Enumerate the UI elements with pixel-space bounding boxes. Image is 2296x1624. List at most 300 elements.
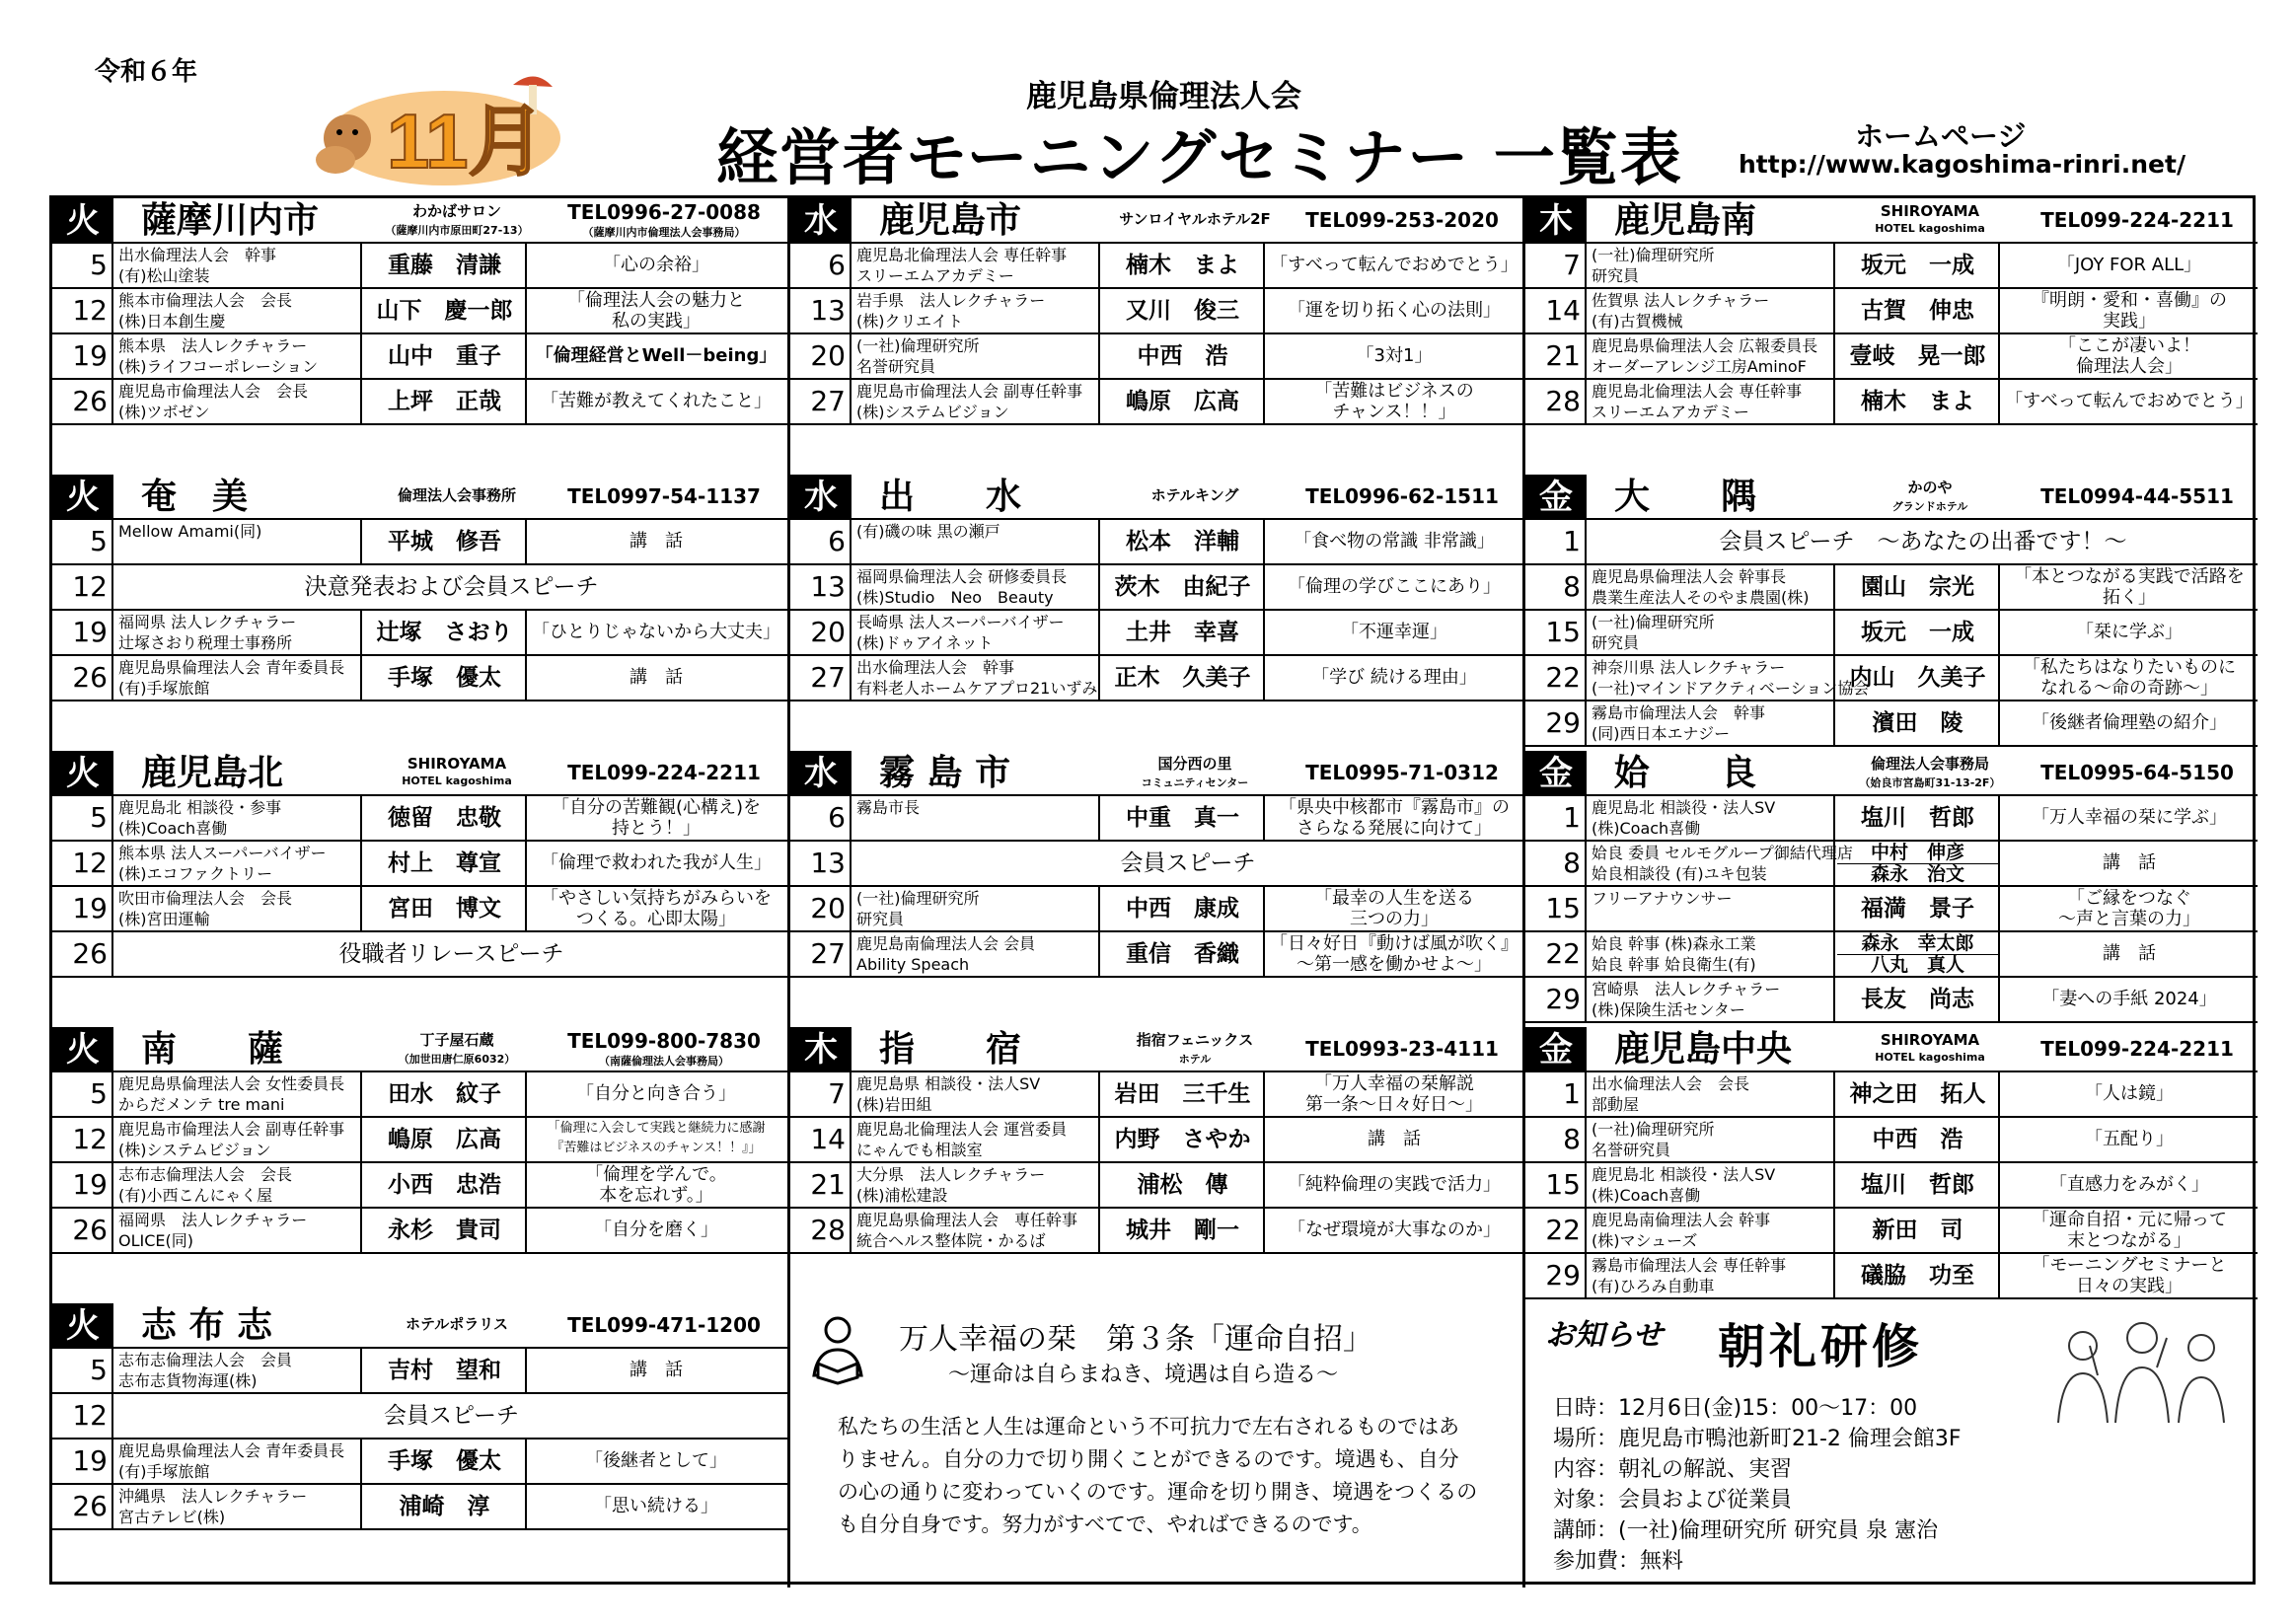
schedule-row (52, 1163, 787, 1209)
schedule-row (52, 842, 787, 887)
affiliation-line: 熊本県 法人スーパーバイザー (118, 844, 327, 862)
schedule-row (1525, 1072, 2258, 1118)
speaker-name: 辻塚 さおり (364, 611, 527, 654)
block-header (1525, 198, 2258, 244)
affiliation-line: (株)岩田組 (856, 1095, 932, 1114)
speaker-affiliation (853, 1072, 1100, 1116)
affiliation-line: 辻塚さおり税理士事務所 (118, 633, 293, 652)
session-date: 6 (790, 520, 852, 563)
speaker-affiliation (115, 1485, 362, 1528)
session-date: 15 (1525, 1163, 1587, 1207)
talk-topic (529, 887, 783, 930)
topic-line: つくる。心即太陽」 (576, 909, 736, 929)
speaker-name: 濱田 陵 (1837, 701, 2000, 745)
talk-topic (529, 1118, 783, 1161)
block-header (52, 475, 787, 520)
talk-topic (2002, 701, 2257, 745)
topic-line: 実践」 (2103, 311, 2156, 332)
block-header (790, 475, 1522, 520)
venue-phone: TEL0993-23-4111 (1305, 1037, 1499, 1061)
session-date: 19 (52, 1163, 113, 1207)
speaker-affiliation (115, 796, 362, 840)
topic-line: 「自分と向き合う」 (576, 1083, 736, 1104)
speaker-name: 徳留 忠敬 (364, 796, 527, 840)
affiliation-line: 福岡県 法人レクチャラー (118, 613, 297, 631)
speaker-affiliation (1589, 842, 1853, 885)
affiliation-line: (有)松山塗装 (118, 266, 210, 285)
schedule-row (1525, 380, 2258, 425)
speaker-names (1837, 842, 2000, 885)
speaker-affiliation (1589, 1118, 1835, 1161)
speaker-name: 松本 洋輔 (1102, 520, 1265, 563)
weekday-badge: 木 (1525, 198, 1587, 244)
speaker-affiliation (1589, 656, 1870, 700)
affiliation-line: 鹿児島北 相談役・法人SV (1592, 1165, 1776, 1184)
affiliation-line: (株)日本創生慶 (118, 312, 226, 331)
schedule-row (52, 1485, 787, 1530)
chapter-name: 南 薩 (141, 1029, 284, 1070)
speaker-affiliation (1589, 334, 1835, 378)
session-date: 28 (1525, 380, 1587, 423)
speaker-affiliation (1589, 978, 1835, 1021)
topic-line: チャンス！！」 (1332, 402, 1456, 422)
speaker-name: 壹岐 晃一郎 (1837, 334, 2000, 378)
speaker-affiliation (1589, 932, 1835, 976)
schedule-row (52, 334, 787, 380)
affiliation-line: 神奈川県 法人レクチャラー (1592, 658, 1786, 677)
speaker-name: 岩田 三千生 (1102, 1072, 1265, 1116)
block-header (52, 1027, 787, 1072)
guide-note (787, 1300, 1522, 1587)
session-date: 6 (790, 796, 852, 840)
seminar-block (52, 1027, 787, 1303)
topic-line: 『苦難はビジネスのチャンス！！』」 (551, 1141, 762, 1155)
affiliation-line: (一社)マインドアクティベーション協会 (1592, 679, 1870, 698)
topic-line: 私の実践」 (612, 311, 701, 332)
session-date: 5 (52, 1072, 113, 1116)
block-header (52, 198, 787, 244)
affiliation-line: 鹿児島県倫理法人会 広報委員長 (1592, 336, 1818, 355)
affiliation-line: (有)手塚旅館 (118, 679, 210, 698)
topic-line: 持とう！」 (612, 818, 701, 839)
talk-topic (2002, 380, 2257, 423)
schedule-row (1525, 289, 2258, 334)
affiliation-line: 統合ヘルス整体院・かるば (856, 1231, 1046, 1250)
affiliation-line: (一社)倫理研究所 (1592, 613, 1715, 631)
talk-topic (1267, 334, 1521, 378)
speaker-affiliation (853, 289, 1100, 332)
speaker-name: 楠木 まよ (1102, 244, 1265, 287)
topic-line: 講 話 (630, 667, 683, 688)
session-date: 28 (790, 1209, 852, 1252)
speaker-name: 重藤 清謙 (364, 244, 527, 287)
venue-phone: TEL099-224-2211 (2040, 208, 2234, 232)
speaker-affiliation (115, 1349, 362, 1392)
speaker-name: 園山 宗光 (1837, 565, 2000, 609)
affiliation-line: (株)マシューズ (1592, 1231, 1698, 1250)
venue-sub: HOTEL kagoshima (1875, 222, 1985, 235)
talk-topic (529, 520, 783, 563)
session-date: 12 (52, 565, 113, 609)
session-date: 5 (52, 1349, 113, 1392)
topic-line: 「倫理を学んで。 (585, 1164, 727, 1185)
topic-line: 講 話 (2103, 943, 2156, 964)
schedule-row (790, 334, 1522, 380)
affiliation-line: 研究員 (1592, 266, 1640, 285)
affiliation-line: 鹿児島南倫理法人会 幹事 (1592, 1211, 1771, 1229)
session-date: 15 (1525, 611, 1587, 654)
venue-phone: TEL099-224-2211 (2040, 1037, 2234, 1061)
speaker-name: 長友 尚志 (1837, 978, 2000, 1021)
affiliation-line: (株)ツボゼン (118, 403, 210, 421)
schedule-row (790, 1072, 1522, 1118)
affiliation-line: OLICE(同) (118, 1231, 193, 1250)
talk-topic (1267, 1163, 1521, 1207)
talk-topic (529, 611, 783, 654)
speaker-name: 八丸 真人 (1870, 954, 1964, 976)
speaker-name: 古賀 伸忠 (1837, 289, 2000, 332)
affiliation-line: 鹿児島県倫理法人会 青年委員長 (118, 1441, 345, 1460)
block-header (52, 751, 787, 796)
session-date: 20 (790, 887, 852, 930)
affiliation-line: 有料老人ホームケアプロ21いずみ (856, 679, 1098, 698)
affiliation-line: 鹿児島市倫理法人会 副専任幹事 (856, 382, 1083, 401)
seminar-block (52, 751, 787, 1027)
affiliation-line: 部動屋 (1592, 1095, 1640, 1114)
affiliation-line: (有)手塚旅館 (118, 1462, 210, 1481)
schedule-row (1525, 978, 2258, 1023)
block-header (790, 1027, 1522, 1072)
talk-topic (1267, 565, 1521, 609)
block-header (790, 198, 1522, 244)
affiliation-line: スリーエムアカデミー (1592, 403, 1749, 421)
affiliation-line: (株)システムビジョン (118, 1141, 271, 1159)
speaker-affiliation (1589, 244, 1835, 287)
session-date: 12 (52, 1118, 113, 1161)
schedule-row (1525, 1209, 2258, 1254)
affiliation-line: (株)ライフコーポレーション (118, 357, 319, 376)
venue-phone: TEL0994-44-5511 (2040, 484, 2234, 508)
session-date: 1 (1525, 520, 1587, 563)
topic-line: 拓く」 (2103, 587, 2156, 608)
topic-line: 「私たちはなりたいものに (2023, 657, 2236, 678)
affiliation-line: 鹿児島市倫理法人会 副専任幹事 (118, 1120, 345, 1139)
affiliation-line: 姶良相談役 (有)ユキ包装 (1592, 864, 1767, 883)
speaker-affiliation (853, 244, 1100, 287)
talk-topic (2002, 1163, 2257, 1207)
schedule-row (1525, 1163, 2258, 1209)
weekday-badge: 金 (1525, 751, 1587, 796)
speaker-affiliation (115, 244, 362, 287)
session-date: 29 (1525, 701, 1587, 745)
speaker-name: 浦松 傳 (1102, 1163, 1265, 1207)
speaker-affiliation (115, 334, 362, 378)
session-program: 決意発表および会員スピーチ (304, 574, 599, 600)
speaker-name: 茨木 由紀子 (1102, 565, 1265, 609)
affiliation-line: (有)ひろみ自動車 (1592, 1277, 1715, 1295)
speaker-affiliation (853, 932, 1100, 976)
announcement-line: 日時：12月6日(金)15：00～17：00 (1553, 1396, 1918, 1421)
topic-line: 三つの力」 (1350, 909, 1439, 929)
topic-line: さらなる発展に向けて」 (1296, 818, 1492, 839)
topic-line: 「万人幸福の栞解説 (1314, 1073, 1474, 1094)
session-date: 27 (790, 380, 852, 423)
talk-topic (1267, 611, 1521, 654)
session-date: 5 (52, 520, 113, 563)
seminar-block (790, 198, 1522, 475)
note-subtitle: ～運命は自らまねき、境遇は自ら造る～ (948, 1363, 1339, 1387)
speaker-name: 坂元 一成 (1837, 244, 2000, 287)
speaker-name: 城井 剛一 (1102, 1209, 1265, 1252)
speaker-affiliation (115, 656, 362, 700)
talk-topic (1267, 656, 1521, 700)
session-date: 1 (1525, 796, 1587, 840)
topic-line: 「栞に学ぶ」 (2076, 622, 2183, 642)
speaker-affiliation (115, 611, 362, 654)
session-date: 21 (790, 1163, 852, 1207)
affiliation-line: 姶良 幹事 姶良衛生(有) (1592, 955, 1756, 974)
schedule-row (52, 887, 787, 932)
talk-topic (529, 842, 783, 885)
schedule-row (790, 796, 1522, 842)
speaker-name: 中重 真一 (1102, 796, 1265, 840)
speaker-affiliation (115, 887, 362, 930)
affiliation-line: にゃんでも相談室 (856, 1141, 983, 1159)
topic-line: 「万人幸福の栞に学ぶ」 (2032, 807, 2227, 828)
affiliation-line: (一社)倫理研究所 (856, 336, 980, 355)
speaker-name: 塩川 哲郎 (1837, 1163, 2000, 1207)
schedule-row (790, 611, 1522, 656)
squirrel-month-logo (296, 61, 567, 189)
venue-sub: グランドホテル (1891, 500, 1968, 513)
speaker-name: 中村 伸彦 (1837, 843, 1998, 864)
topic-line: 「後継者倫理塾の紹介」 (2032, 712, 2227, 733)
schedule-row (52, 520, 787, 565)
announcement-line: 場所：鹿児島市鴨池新町21-2 倫理会館3F (1553, 1427, 1962, 1451)
venue-name: サンロイヤルホテル2F (1119, 210, 1271, 228)
session-date: 15 (1525, 887, 1587, 930)
topic-line: 「倫理の学びここにあり」 (1288, 576, 1501, 597)
note-body: 私たちの生活と人生は運命という不可抗力で左右されるものではありません。自分の力で切り開くことができるのです。境遇も、自分の心の通りに変わっていくのです。運命を切り開き、境遇をつくるのも自分自身です。努力がすべてで、やればできるのです。 (838, 1415, 1478, 1536)
venue-name: わかばサロン (411, 202, 501, 220)
affiliation-line: 名誉研究員 (1592, 1141, 1671, 1159)
schedule-row (790, 1118, 1522, 1163)
speaker-name: 正木 久美子 (1102, 656, 1265, 700)
speaker-name: 中西 浩 (1102, 334, 1265, 378)
speaker-name: 又川 俊三 (1102, 289, 1265, 332)
speaker-name: 福満 景子 (1837, 887, 2000, 930)
talk-topic (2002, 887, 2257, 930)
schedule-row (1525, 1118, 2258, 1163)
venue-phone: TEL0995-64-5150 (2040, 761, 2234, 784)
block-header (1525, 1027, 2258, 1072)
talk-topic (2002, 289, 2257, 332)
speaker-affiliation (115, 1209, 362, 1252)
speaker-name: 宮田 博文 (364, 887, 527, 930)
speaker-name: 中西 浩 (1837, 1118, 2000, 1161)
chapter-name: 鹿児島南 (1614, 200, 1757, 241)
affiliation-line: 熊本市倫理法人会 会長 (118, 291, 293, 310)
schedule-row (790, 1163, 1522, 1209)
talk-topic (529, 656, 783, 700)
session-date: 26 (52, 1485, 113, 1528)
talk-topic (529, 244, 783, 287)
venue-phone: TEL0995-71-0312 (1305, 761, 1499, 784)
seminar-block (52, 198, 787, 475)
session-date: 22 (1525, 656, 1587, 700)
speaker-affiliation (115, 1163, 362, 1207)
affiliation-line: 志布志倫理法人会 会員 (118, 1351, 293, 1369)
session-date: 22 (1525, 932, 1587, 976)
topic-line: 倫理法人会」 (2076, 356, 2183, 377)
speaker-name: 中西 康成 (1102, 887, 1265, 930)
weekday-badge: 木 (790, 1027, 852, 1072)
speaker-name: 山下 慶一郎 (364, 289, 527, 332)
weekday-badge: 水 (790, 475, 852, 520)
affiliation-line: 宮古テレビ(株) (118, 1508, 226, 1526)
affiliation-line: 福岡県倫理法人会 研修委員長 (856, 567, 1068, 586)
speaker-name: 礒脇 功至 (1837, 1254, 2000, 1297)
affiliation-line: (同)西日本エナジー (1592, 724, 1731, 743)
venue-phone: TEL099-253-2020 (1305, 208, 1499, 232)
month-label: 11月 (387, 98, 546, 185)
speaker-name: 平城 修吾 (364, 520, 527, 563)
affiliation-line: 名誉研究員 (856, 357, 936, 376)
affiliation-line: 研究員 (1592, 633, 1640, 652)
affiliation-line: 出水倫理法人会 会長 (1592, 1074, 1750, 1093)
schedule-row (52, 796, 787, 842)
schedule-row (1525, 842, 2258, 887)
affiliation-line: 出水倫理法人会 幹事 (856, 658, 1015, 677)
speaker-affiliation (853, 611, 1100, 654)
chapter-name: 鹿児島中央 (1614, 1029, 1793, 1070)
announcement-tag: お知らせ (1545, 1318, 1664, 1353)
speaker-affiliation (1589, 1209, 1835, 1252)
talk-topic (529, 1439, 783, 1483)
venue-sub: コミュニティセンター (1141, 776, 1249, 789)
chapter-name: 鹿児島市 (879, 200, 1022, 241)
seminar-block (1525, 1027, 2258, 1303)
speaker-name: 嶋原 広高 (364, 1118, 527, 1161)
topic-line: 『明朗・愛和・喜働』の (2032, 290, 2227, 311)
topic-line: 「3対1」 (1356, 345, 1433, 366)
speaker-name: 森永 治文 (1870, 863, 1964, 885)
chapter-name: 出 水 (879, 477, 1022, 517)
schedule-row (52, 1394, 787, 1439)
schedule-row (52, 656, 787, 701)
topic-line: 「妻への手紙 2024」 (2041, 989, 2217, 1009)
talk-topic (1267, 796, 1521, 840)
affiliation-line: 霧島市倫理法人会 専任幹事 (1592, 1256, 1787, 1275)
affiliation-line: (株)システムビジョン (856, 403, 1009, 421)
affiliation-line: 長崎県 法人スーパーバイザー (856, 613, 1065, 631)
affiliation-line: 志布志貨物海運(株) (118, 1371, 258, 1390)
topic-line: 「最幸の人生を送る (1314, 888, 1474, 909)
topic-line: 「心の余裕」 (603, 255, 709, 275)
venue-name: ホテルキング (1150, 486, 1239, 504)
topic-line: 「思い続ける」 (594, 1496, 718, 1516)
talk-topic (529, 1349, 783, 1392)
affiliation-line: 大分県 法人レクチャラー (856, 1165, 1046, 1184)
schedule-table (49, 195, 2256, 1585)
affiliation-line: 吹田市倫理法人会 会長 (118, 889, 293, 908)
talk-topic (529, 380, 783, 423)
affiliation-line: (有)古賀機械 (1592, 312, 1683, 331)
topic-line: 「なぜ環境が大事なのか」 (1288, 1219, 1501, 1240)
affiliation-line: 鹿児島県 相談役・法人SV (856, 1074, 1041, 1093)
session-date: 5 (52, 244, 113, 287)
affiliation-line: 宮崎県 法人レクチャラー (1592, 980, 1781, 998)
topic-line: 「純粋倫理の実践で活力」 (1288, 1174, 1501, 1195)
affiliation-line: からだメンテ tre mani (118, 1095, 285, 1114)
session-date: 29 (1525, 978, 1587, 1021)
year-label: 令和６年 (95, 57, 198, 87)
session-program: 役職者リレースピーチ (338, 941, 564, 967)
venue-phone: TEL099-224-2211 (567, 761, 761, 784)
speaker-name: 土井 幸喜 (1102, 611, 1265, 654)
talk-topic (1267, 380, 1521, 423)
venue-sub: HOTEL kagoshima (1875, 1051, 1985, 1064)
talk-topic (2002, 1118, 2257, 1161)
affiliation-line: (株)Coach喜働 (118, 819, 228, 838)
schedule-row (52, 1072, 787, 1118)
schedule-row (790, 932, 1522, 978)
talk-topic (529, 289, 783, 332)
reading-person-icon (808, 1314, 867, 1383)
seminar-block (790, 1027, 1522, 1303)
speaker-affiliation (115, 1072, 362, 1116)
homepage-url[interactable]: http://www.kagoshima-rinri.net/ (1739, 150, 2186, 179)
topic-line: 第一条～日々好日～」 (1305, 1094, 1483, 1115)
speaker-name: 重信 香織 (1102, 932, 1265, 976)
seminar-block (790, 751, 1522, 1027)
session-date: 21 (1525, 334, 1587, 378)
speaker-name: 森永 幸太郎 (1837, 933, 1998, 955)
affiliation-line: (株)宮田運輸 (118, 910, 210, 928)
speaker-name: 手塚 優太 (364, 1439, 527, 1483)
talk-topic (2002, 796, 2257, 840)
announcement-line: 参加費：無料 (1553, 1549, 1684, 1574)
schedule-row (52, 1118, 787, 1163)
speaker-name: 嶋原 広高 (1102, 380, 1265, 423)
announcement-title: 朝礼研修 (1718, 1319, 1924, 1374)
affiliation-line: 霧島市倫理法人会 幹事 (1592, 703, 1766, 722)
schedule-row (52, 1349, 787, 1394)
topic-line: 講 話 (630, 1360, 683, 1380)
speaker-name: 神之田 拓人 (1837, 1072, 2000, 1116)
speaker-affiliation (115, 289, 362, 332)
session-date: 26 (52, 656, 113, 700)
session-date: 12 (52, 1394, 113, 1438)
announcement-line: 講師：(一社)倫理研究所 研究員 泉 憲治 (1553, 1518, 1939, 1543)
speaker-name: 永杉 貴司 (364, 1209, 527, 1252)
venue-name: SHIROYAMA (1880, 202, 1980, 220)
session-date: 7 (790, 1072, 852, 1116)
session-date: 27 (790, 656, 852, 700)
topic-line: 「自分を磨く」 (594, 1219, 718, 1240)
affiliation-line: (株)Studio Neo Beauty (856, 588, 1054, 607)
schedule-row (790, 842, 1522, 887)
venue-sub: （姶良市宮島町31-13-2F） (1859, 776, 2001, 789)
schedule-row (52, 932, 787, 978)
speaker-affiliation (1589, 611, 1835, 654)
homepage-label: ホームページ (1855, 119, 2027, 153)
topic-line: なれる～命の奇跡～」 (2040, 678, 2218, 699)
affiliation-line: (株)Coach喜働 (1592, 1186, 1701, 1205)
affiliation-line: Ability Speach (856, 955, 970, 974)
talk-topic (2002, 1209, 2257, 1252)
session-date: 27 (790, 932, 852, 976)
